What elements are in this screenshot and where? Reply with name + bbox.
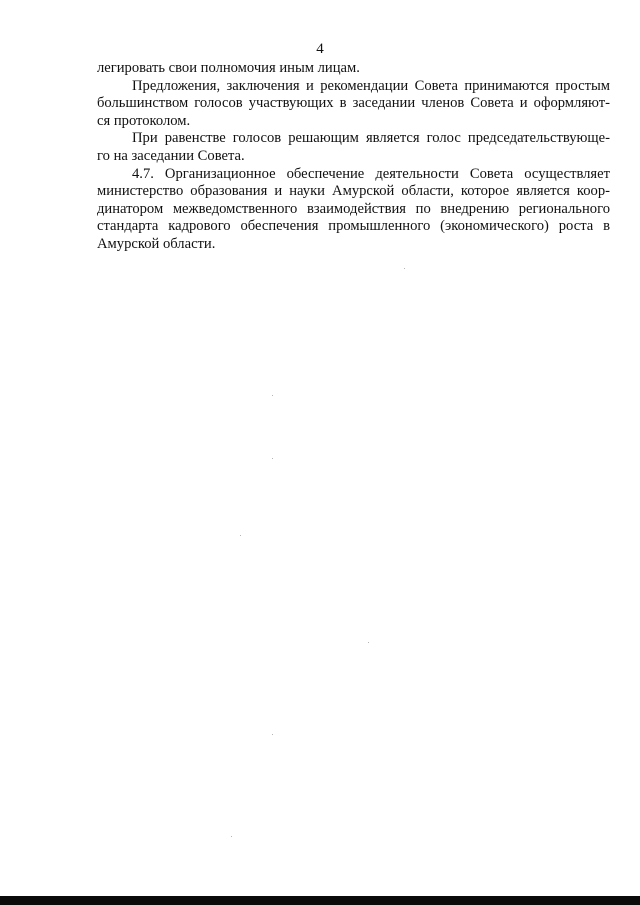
text-line: ся протоколом. <box>97 112 191 129</box>
text-line: министерство образования и науки Амурской области, которое является коор- <box>97 183 610 200</box>
paragraph-4-7 <box>97 166 610 254</box>
scan-speck <box>272 395 273 396</box>
text-line: стандарта кадрового обеспечения промышленного (экономического) роста в <box>97 218 610 235</box>
scan-speck <box>368 642 369 643</box>
scan-speck <box>404 268 405 269</box>
paragraph-decisions <box>97 78 610 131</box>
paragraph-tie-vote <box>97 130 610 165</box>
text-line: большинством голосов участвующих в заседании членов Совета и оформляют- <box>97 95 610 112</box>
text-line: го на заседании Совета. <box>97 147 245 164</box>
text-line: Предложения, заключения и рекомендации Совета принимаются простым <box>132 77 610 94</box>
scan-speck <box>272 458 273 459</box>
document-body <box>97 60 610 254</box>
text-line: динатором межведомственного взаимодействия по внедрению регионального <box>97 200 610 217</box>
paragraph-delegation <box>97 60 610 78</box>
scan-bottom-edge <box>0 896 640 905</box>
text-line: 4.7. Организационное обеспечение деятельности Совета осуществляет <box>132 165 610 182</box>
text-line: При равенстве голосов решающим является голос председательствующе- <box>132 130 610 147</box>
scan-speck <box>240 535 241 536</box>
text-line: Амурской области. <box>97 235 216 252</box>
scan-speck <box>272 734 273 735</box>
scan-speck <box>231 836 232 837</box>
page-number: 4 <box>316 41 324 57</box>
text-line: легировать свои полномочия иным лицам. <box>97 60 360 76</box>
